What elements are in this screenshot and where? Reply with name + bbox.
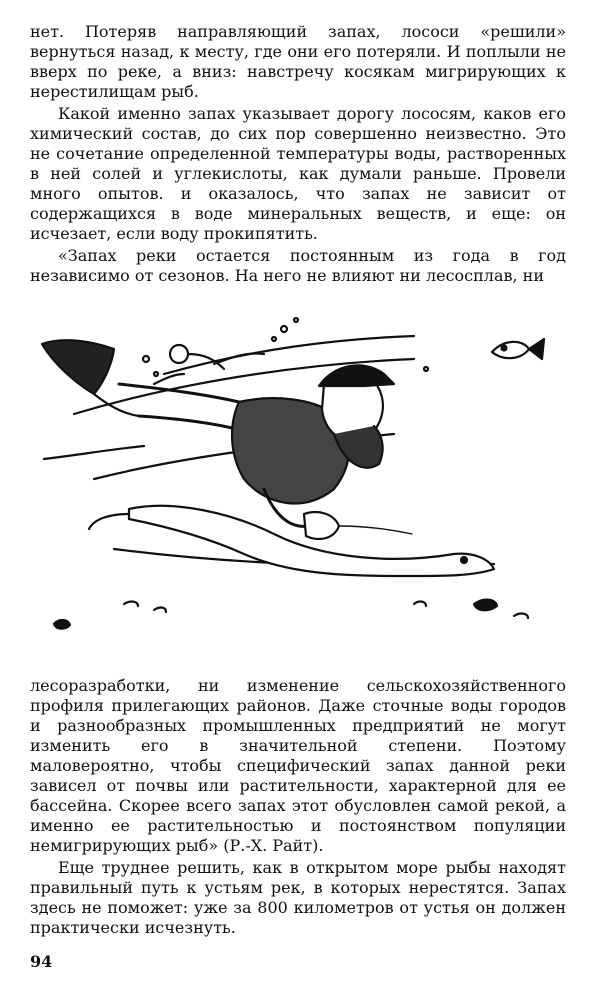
paragraph: лесоразработки, ни изменение сельскохозяйственного профиля прилегающих районов. Даже сточные воды городов и разнообразных промышленных предприятий не могут изменить его в значительной степени. Поэтому маловероятно, чтобы специфический запах данной реки зависел от почвы или растительности, характерной для ее бассейна. Скорее всего запах этот обусловлен самой рекой, а именно ее растительностью и постоянством популяции немигрирующих рыб» (Р.-Х. Райт).	[30, 676, 566, 855]
paragraph: Еще труднее решить, как в открытом море рыбы находят правильный путь к устьям рек, в которых нерестятся. Запах здесь не поможет: уже за 800 километров от устья он должен практически исчезнуть.	[30, 858, 566, 937]
paragraph: «Запах реки остается постоянным из года в год независимо от сезонов. На него не влияют ни лесосплав, ни	[30, 246, 566, 285]
paragraph: нет. Потеряв направляющий запах, лососи «решили» вернуться назад, к месту, где они его потеряли. И поплыли не вверх по реке, а вниз: навстречу косякам мигрирующих к нерестилищам рыб.	[30, 22, 566, 101]
page-number: 94	[30, 952, 53, 971]
illustration-diver-eel	[34, 314, 564, 644]
text-block-top	[30, 22, 566, 288]
text-block-bottom	[30, 676, 566, 940]
paragraph: Какой именно запах указывает дорогу лососям, каков его химический состав, до сих пор совершенно неизвестно. Это не сочетание определенной температуры воды, растворенных в ней солей и углекислоты, как думали раньше. Провели много опытов. и оказалось, что запах не зависит от содержащихся в воде минеральных веществ, и еще: он исчезает, если воду прокипятить.	[30, 104, 566, 243]
